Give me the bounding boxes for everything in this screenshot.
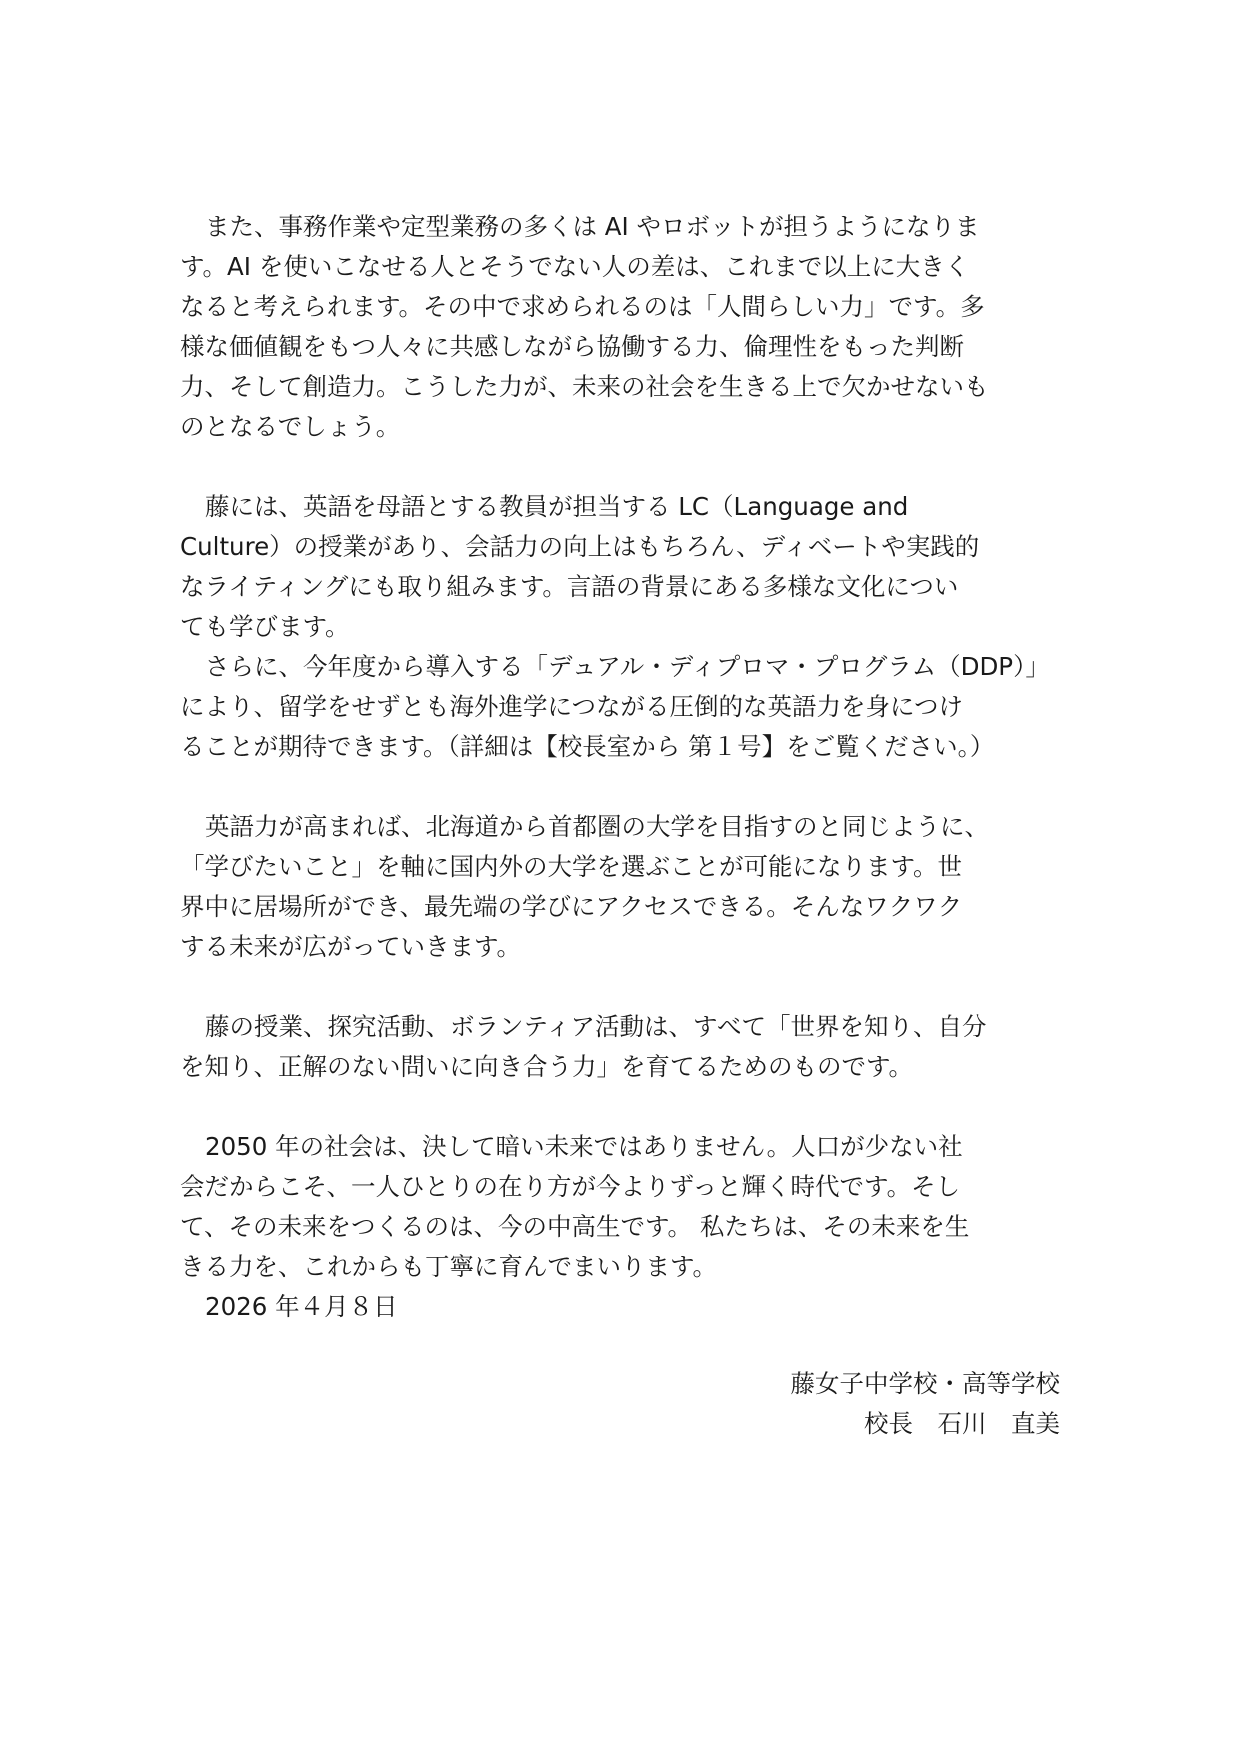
paragraph-line: なライティングにも取り組みます。言語の背景にある多様な文化につい — [180, 572, 959, 601]
paragraph-spacer — [180, 447, 1058, 487]
paragraph-2050-society — [180, 1127, 1058, 1287]
letter-date: 2026 年４月８日 — [205, 1292, 398, 1321]
paragraph-line: 「学びたいこと」を軸に国内外の大学を選ぶことが可能になります。世 — [180, 852, 963, 881]
paragraph-line: により、留学をせずとも海外進学につながる圧倒的な英語力を身につけ — [180, 692, 964, 721]
paragraph-line: ても学びます。 — [180, 612, 350, 641]
paragraph-university-choice — [180, 807, 1058, 967]
paragraph-line: なると考えられます。その中で求められるのは「人間らしい力」です。多 — [180, 292, 985, 321]
paragraph-line: 力、そして創造力。こうした力が、未来の社会を生きる上で欠かせないも — [180, 372, 989, 401]
paragraph-line: きる力を、これからも丁寧に育んでまいります。 — [180, 1252, 718, 1281]
paragraph-ddp — [180, 647, 1058, 767]
paragraph-spacer — [180, 1087, 1058, 1127]
paragraph-lc-classes — [180, 487, 1058, 647]
paragraph-line: 英語力が高まれば、北海道から首都圏の大学を目指すのと同じように、 — [205, 812, 989, 841]
paragraph-line: する未来が広がっていきます。 — [180, 932, 522, 961]
paragraph-spacer — [180, 767, 1058, 807]
signature-block — [791, 1364, 1061, 1444]
paragraph-line: また、事務作業や定型業務の多くは AI やロボットが担うようになりま — [205, 212, 980, 241]
paragraph-line: 界中に居場所ができ、最先端の学びにアクセスできる。そんなワクワク — [180, 892, 963, 921]
paragraph-line: 様な価値観をもつ人々に共感しながら協働する力、倫理性をもった判断 — [180, 332, 964, 361]
paragraph-line: て、その未来をつくるのは、今の中高生です。 私たちは、その未来を生 — [180, 1212, 970, 1241]
paragraph-spacer — [180, 967, 1058, 1007]
principal-name: 校長 石川 直美 — [864, 1409, 1060, 1438]
paragraph-line: のとなるでしょう。 — [180, 412, 401, 441]
paragraph-line: 2050 年の社会は、決して暗い未来ではありません。人口が少ない社 — [205, 1132, 963, 1161]
paragraph-line: 藤には、英語を母語とする教員が担当する LC（Language and — [205, 492, 909, 521]
paragraph-line: 藤の授業、探究活動、ボランティア活動は、すべて「世界を知り、自分 — [205, 1012, 987, 1041]
paragraph-ai-and-human-skills — [180, 207, 1058, 447]
paragraph-activities — [180, 1007, 1058, 1087]
paragraph-line: 会だからこそ、一人ひとりの在り方が今よりずっと輝く時代です。そし — [180, 1172, 961, 1201]
paragraph-line: ることが期待できます。（詳細は【校長室から 第１号】をご覧ください。） — [180, 732, 995, 761]
letter-body — [180, 207, 1058, 1287]
paragraph-line: さらに、今年度から導入する「デュアル・ディプロマ・プログラム（DDP）」 — [205, 652, 1050, 681]
paragraph-line: を知り、正解のない問いに向き合う力」を育てるためのものです。 — [180, 1052, 914, 1081]
paragraph-line: す。AI を使いこなせる人とそうでない人の差は、これまで以上に大きく — [180, 252, 970, 281]
paragraph-line: Culture）の授業があり、会話力の向上はもちろん、ディベートや実践的 — [180, 532, 980, 561]
school-name: 藤女子中学校・高等学校 — [790, 1369, 1060, 1398]
